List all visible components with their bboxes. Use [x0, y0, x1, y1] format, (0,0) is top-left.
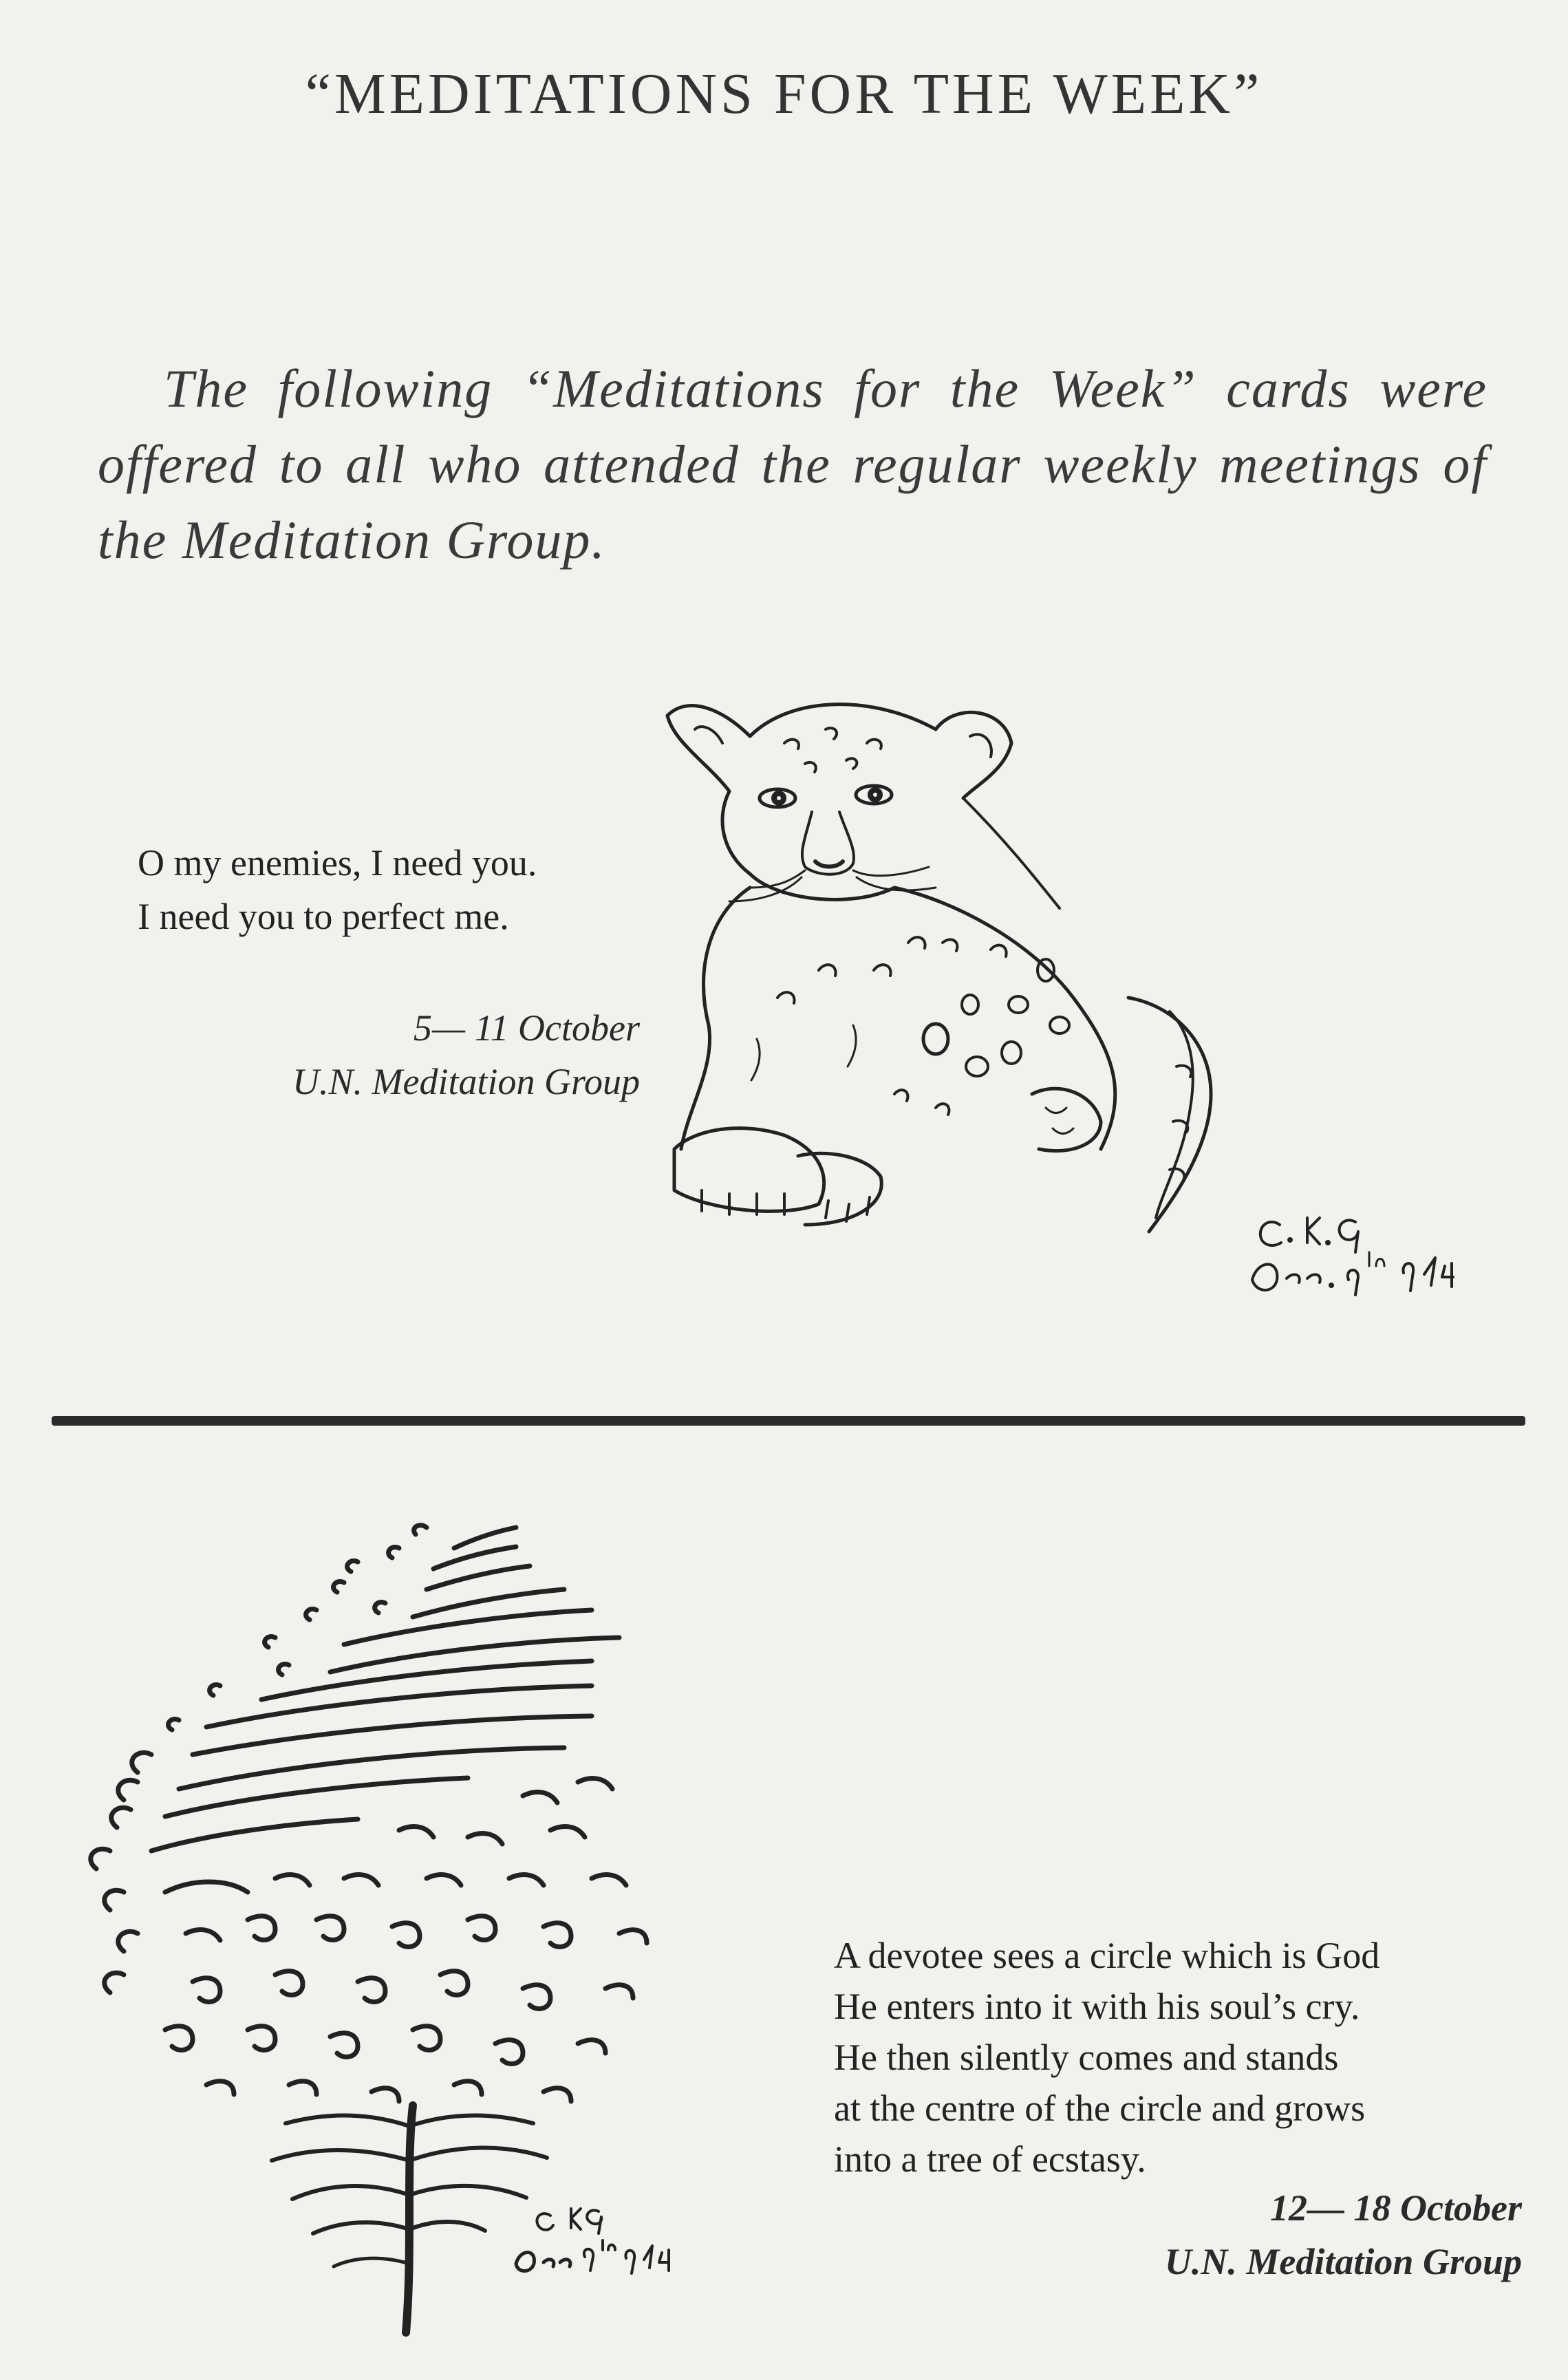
card2-quote-line: He enters into it with his soul’s cry. — [834, 1986, 1360, 2027]
card1-signature-icon — [1238, 1197, 1486, 1307]
card2-quote-line: A devotee sees a circle which is God — [834, 1935, 1380, 1976]
card1-group-name: U.N. Meditation Group — [292, 1061, 640, 1102]
card2-dates — [834, 2181, 1522, 2288]
card2-quote-line: into a tree of ecstasy. — [834, 2138, 1146, 2180]
card2-group-name: U.N. Meditation Group — [1164, 2241, 1522, 2282]
tree-drawing-icon — [69, 1507, 853, 2339]
card2-quote — [834, 1930, 1549, 2185]
card1-quote — [138, 836, 674, 943]
card1-dates — [138, 1001, 640, 1108]
card2-date-range: 12— 18 October — [1270, 2187, 1522, 2229]
card1-date-range: 5— 11 October — [414, 1007, 640, 1049]
card1-quote-line: I need you to perfect me. — [138, 896, 509, 937]
intro-paragraph: The following “Meditations for the Week” cards were offered to all who attended the regular weekly meetings of the Meditation Group. — [98, 358, 1488, 570]
card2-quote-line: at the centre of the circle and grows — [834, 2088, 1366, 2129]
leopard-cub-drawing-icon — [647, 681, 1280, 1239]
card1-quote-line: O my enemies, I need you. — [138, 842, 537, 883]
section-divider — [52, 1416, 1525, 1426]
page-title: “MEDITATIONS FOR THE WEEK” — [305, 62, 1263, 126]
card2-quote-line: He then silently comes and stands — [834, 2037, 1339, 2078]
